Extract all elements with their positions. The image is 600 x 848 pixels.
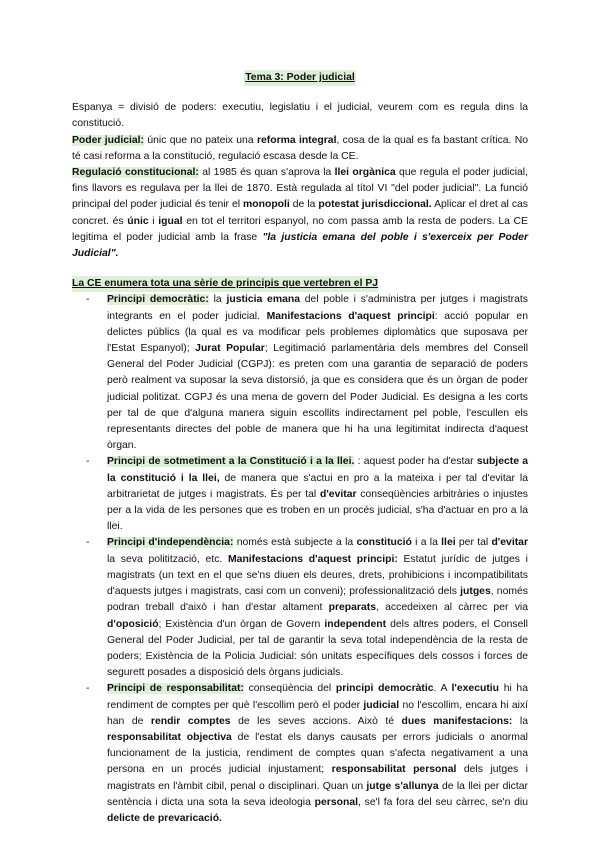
bold-text: delicte de prevaricació. [107,812,222,824]
bold-text: d'oposició [107,618,159,630]
document-body [72,70,528,827]
bold-text: responsabilitat objectiva [107,731,232,743]
text: hi ha rendiment de comptes per què l'escollim però el poder [107,683,528,711]
text: de l'estat els danys causats per errors judicials o anormal funcionament de la justicia, rendiment de comptes quan s'afecta negativament a una persona en un procés judicial injustament; [107,731,528,776]
bold-text: d'evitar [491,537,528,549]
list-item-principi-democratic [72,292,528,454]
page-title: Tema 3: Poder judicial [244,70,356,86]
text: al 1985 és quan s'aprova la [198,167,335,179]
text: dels altres poders, el Consell General del Poder Judicial, per tal de garantir la seva total independència de la resta de poders; Existència de la Policia Judicial: són unitats específiques dels cossos i forces de segurett posades a disposició dels òrgans judicials. [107,618,528,679]
dash-bullet: - [86,537,90,549]
bold-text: jutge s'allunya [366,780,439,792]
quote-text: "la justicia emana del poble i s'exerceix per Poder Judicial". [72,231,528,260]
text: del poble i s'administra per jutges i magistrats integrants en el poder judicial. [107,294,528,322]
bold-text: preparats [328,602,376,614]
regulacio-term: Regulació constitucional: [72,167,199,179]
item-heading: Principi de responsabilitat: [107,683,244,695]
text: per tal [455,537,492,549]
text: de la [289,199,319,211]
text: dels jutges i magistrats en l'àmbit cibil, penal o disciplinari. Quan un [107,764,528,792]
dash-bullet: - [86,456,90,468]
text: , només podran treball d'això i han d'estar altament [107,586,528,614]
section-heading: La CE enumera tota una sèrie de principis que vertebren el PJ [72,276,378,292]
list-item-principi-sotmetiment [72,454,528,535]
bold-text: monopoli [243,199,290,211]
text: i a la [411,537,442,549]
bold-text: únic [127,215,149,227]
list-item-principi-independencia [72,535,528,681]
bold-text: d'evitar [319,488,357,500]
bold-text: constitució [356,537,412,549]
text: la seva politització, etc. [107,553,229,565]
title-container [72,70,528,86]
bold-text: justicia emana [226,294,300,306]
regulacio-paragraph [72,165,528,262]
item-heading: Principi d'independència: [107,537,234,549]
text: de les seves accions. Això té [230,715,402,727]
list-item-principi-responsabilitat [72,681,528,827]
text: només està subjecte a la [233,537,357,549]
text: la [208,294,227,306]
text: únic que no pateix una [144,134,257,146]
bold-text: igual [158,215,183,227]
text: , accedeixen al càrrec per via [376,602,528,614]
bold-text: jutges [460,586,491,598]
bold-text: judicial [363,699,400,711]
poder-judicial-paragraph [72,133,528,165]
text: ; Legitimació parlamentària dels membres del Consell General del Poder Judicial (CGPJ): es preten com una garantia de separació de poders però realment va suposar la seva distorsió, ja que es considera que és un òrgan de poder judicial politizat. CGPJ és una mena de govern del Poder Judicial. Es designa a les corts per tal de que d'alguna manera siguin escollits indirectament pel poble, l'escullen els representants directes del poble de manera que hi ha una legitimitat indirecta d'aquest òrgan. [107,343,528,452]
text: conseqüència del [243,683,336,695]
text: Aplicar el dret al cas concret. és [72,199,528,227]
bold-text: principi democràtic [335,683,434,695]
text: de la llei per dictar sentència i dicta una sota la seva ideologia [107,780,528,808]
poder-judicial-term: Poder judicial: [72,134,145,146]
text: . A [433,683,452,695]
text: : acció popular en delictes públics (la qual es va modificar pels problemes diplomàtics que suposava per l'Estat Espanyol); [107,310,528,355]
bold-text: dues manifestacions: [401,715,513,727]
bold-text: Manifestacions d'aquest principi [266,310,435,322]
text: : aquest poder ha d'estar [354,456,477,468]
bold-text: personal [314,796,358,808]
bold-text: subjecte a la constitució i la llei, [107,456,528,484]
bold-text: reforma integral [256,134,337,146]
bold-text: Jurat Popular [195,343,265,355]
text: conseqüències arbitràries o injustes per a la vida de les persones que es troben en un procés judicial, s'ha d'actuar en pro a la llei. [107,488,529,533]
dash-bullet: - [86,294,90,306]
text: de manera que s'actui en pro a la mateixa i per tal d'evitar la arbitrarietat de jutges i magistrats. És per tal [107,472,528,500]
text: la [512,715,528,727]
dash-bullet: - [86,683,90,695]
bold-text: l'executiu [451,683,500,695]
text: i [148,215,159,227]
text: Estatut jurídic de jutges i magistrats (un text en el que se'ns diuen els deures, drets, prohibicions i incompatibilitats d'aquests jutges i magistrats, casi com un conveni); professionalització dels [107,553,528,598]
intro-paragraph: Espanya = divisió de poders: executiu, legislatiu i el judicial, veurem com es regula dins la constitució. [72,102,528,130]
text: , se'l fa fora del seu càrrec, se'n diu [357,796,528,808]
bold-text: llei [441,537,456,549]
bold-text: Manifestacions d'aquest principi: [228,553,398,565]
bold-text: llei orgànica [334,167,396,179]
bold-text: independent [324,618,387,630]
text: que regula el poder judicial, fins llavors es regulava per la llei de 1870. Està regulada al títol VI "del poder judicial". La funció principal del poder judicial és tenir el [72,167,528,211]
principles-list [72,292,528,827]
item-heading: Principi democràtic: [107,294,209,306]
text: ; Existència d'un òrgan de Govern [158,618,325,630]
bold-text: responsabilitat personal [331,764,457,776]
text: , cosa de la qual es fa bastant crítica. No té casi reforma a la constitució, regulació escasa desde la CE. [72,134,529,162]
text: en tot el territori espanyol, no com passa amb la resta de poders. La CE legitima el poder judicial amb la frase [72,215,528,243]
bold-text: potestat jurisdiccional. [318,199,432,211]
item-heading: Principi de sotmetiment a la Constitució i a la llei. [107,456,355,468]
text: no l'escollim, encara hi així han de [107,699,528,727]
bold-text: rendir comptes [150,715,231,727]
